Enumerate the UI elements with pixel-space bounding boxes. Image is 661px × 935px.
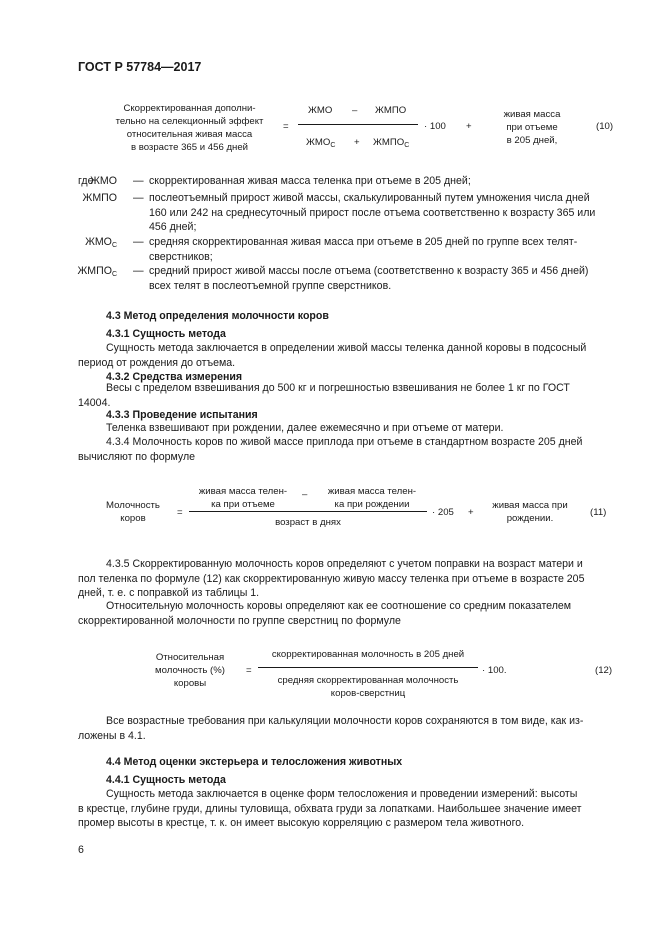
paragraph: Сущность метода заключается в определении живой массы теленка данной коровы в подсосный период от рождения до отъема. <box>78 342 587 369</box>
formula-10-plus: + <box>466 121 472 132</box>
formula-12-mult: · 100. <box>482 665 507 676</box>
definitions-where: где <box>78 175 94 187</box>
definition-term: $ЖМПО_С$ <box>77 265 117 278</box>
definition-term: $ЖМО_С$ <box>85 236 117 249</box>
definition-dash: — <box>133 175 144 187</box>
formula-10-num-b: ЖМПО <box>375 105 407 116</box>
formula-10-den-b: $ЖМПО_С$ <box>373 137 410 149</box>
formula-10-number: (10) <box>596 121 614 132</box>
definition-text: послеотъемный прирост живой массы, скалькулированный путем умножения числа дней 160 или 242 на среднесуточный прирост после отъема соответственно к возрасту 365 или 456 дней; <box>149 192 596 234</box>
paragraph: Все возрастные требования при калькуляции молочности коров сохраняются в том виде, как из- ложены в 4.1. <box>78 715 584 742</box>
paragraph: Теленка взвешивают при рождении, далее ежемесячно и при отъеме от матери. <box>106 422 504 434</box>
subsection-heading: 4.3.1 Сущность метода <box>106 328 226 340</box>
formula-10-den-a: $ЖМО_С$ <box>306 137 336 149</box>
formula-11-plus: + <box>468 507 474 518</box>
formula-12-den: средняя скорректированная молочность коров-сверстниц <box>277 675 459 699</box>
definition-text: скорректированная живая масса теленка при отъеме в 205 дней; <box>149 175 471 187</box>
subsection-heading: 4.3.2 Средства измерения <box>106 371 243 383</box>
formula-11-left: Молочность коров <box>106 500 160 524</box>
definition-dash: — <box>133 265 144 277</box>
formula-10-mult: · 100 <box>424 121 446 132</box>
formula-10-left: Скорректированная дополни- тельно на селекционный эффект относительная живая масса в возрасте 365 и 456 дней <box>115 103 264 153</box>
definition-text: средняя скорректированная живая масса при отъеме в 205 дней по группе всех телят- сверстников; <box>149 236 578 263</box>
subsection-heading: 4.4.1 Сущность метода <box>106 774 226 786</box>
section-heading: 4.3 Метод определения молочности коров <box>106 310 329 322</box>
paragraph: 4.3.5 Скорректированную молочность коров определяют с учетом поправки на возраст матери и пол теленка по формуле (12) как скорректированную живую массу теленка при отъеме в возрасте 205 дней, т. е. с поправкой из таблицы 1. <box>78 558 585 600</box>
formula-11-right: живая масса при рождении. <box>492 500 568 524</box>
formula-11-num-minus: – <box>302 489 308 500</box>
document-header: ГОСТ Р 57784—2017 <box>78 60 202 74</box>
formula-11-mult: · 205 <box>432 507 454 518</box>
formula-12-equals: = <box>246 665 252 676</box>
paragraph: Весы с пределом взвешивания до 500 кг и погрешностью взвешивания не более 1 кг по ГОСТ 14004. <box>78 382 570 409</box>
formula-11-equals: = <box>177 507 183 518</box>
definition-term: ЖМПО <box>82 192 117 204</box>
formula-10-right: живая масса при отъеме в 205 дней, <box>503 109 561 146</box>
section-heading: 4.4 Метод оценки экстерьера и телосложения животных <box>106 756 403 768</box>
page-number: 6 <box>78 844 84 856</box>
formula-12-fraction-bar <box>258 667 478 668</box>
formula-11-den: возраст в днях <box>275 517 341 528</box>
definition-dash: — <box>133 236 144 248</box>
paragraph: Сущность метода заключается в оценке форм телосложения и проведении измерений: высоты в крестце, глубине груди, длины туловища, обхвата груди за лопатками. Наибольшее значение имеет промер высоты в крестце, т. к. он имеет высокую корреляцию с размером тела животного. <box>78 788 582 830</box>
formula-10-den-plus: + <box>354 137 360 148</box>
formula-12-num: скорректированная молочность в 205 дней <box>271 649 465 660</box>
definition-text: средний прирост живой массы после отъема (соответственно к возрасту 365 и 456 дней) всех телят в послеотъемной группе сверстников. <box>149 265 589 292</box>
formula-12-number: (12) <box>595 665 613 676</box>
subsection-heading: 4.3.3 Проведение испытания <box>106 409 258 421</box>
formula-11-number: (11) <box>590 507 607 518</box>
paragraph: Относительную молочность коровы определяют как ее соотношение со средним показателем скорректированной молочности по группе сверстниц по формуле <box>78 600 572 627</box>
formula-11-fraction-bar <box>189 511 427 512</box>
formula-12-left: Относительная молочность (%) коровы <box>155 652 225 689</box>
definition-dash: — <box>133 192 144 204</box>
formula-11-num-b: живая масса телен- ка при рождении <box>327 486 417 510</box>
formula-10-fraction-bar <box>298 124 418 125</box>
formula-10-num-a: ЖМО <box>308 105 333 116</box>
formula-10-num-minus: – <box>352 105 358 116</box>
definition-term: ЖМО <box>90 175 117 187</box>
formula-10-equals: = <box>283 121 289 132</box>
formula-11-num-a: живая масса телен- ка при отъеме <box>198 486 288 510</box>
paragraph: 4.3.4 Молочность коров по живой массе приплода при отъеме в стандартном возрасте 205 дней вычисляют по формуле <box>78 436 583 463</box>
